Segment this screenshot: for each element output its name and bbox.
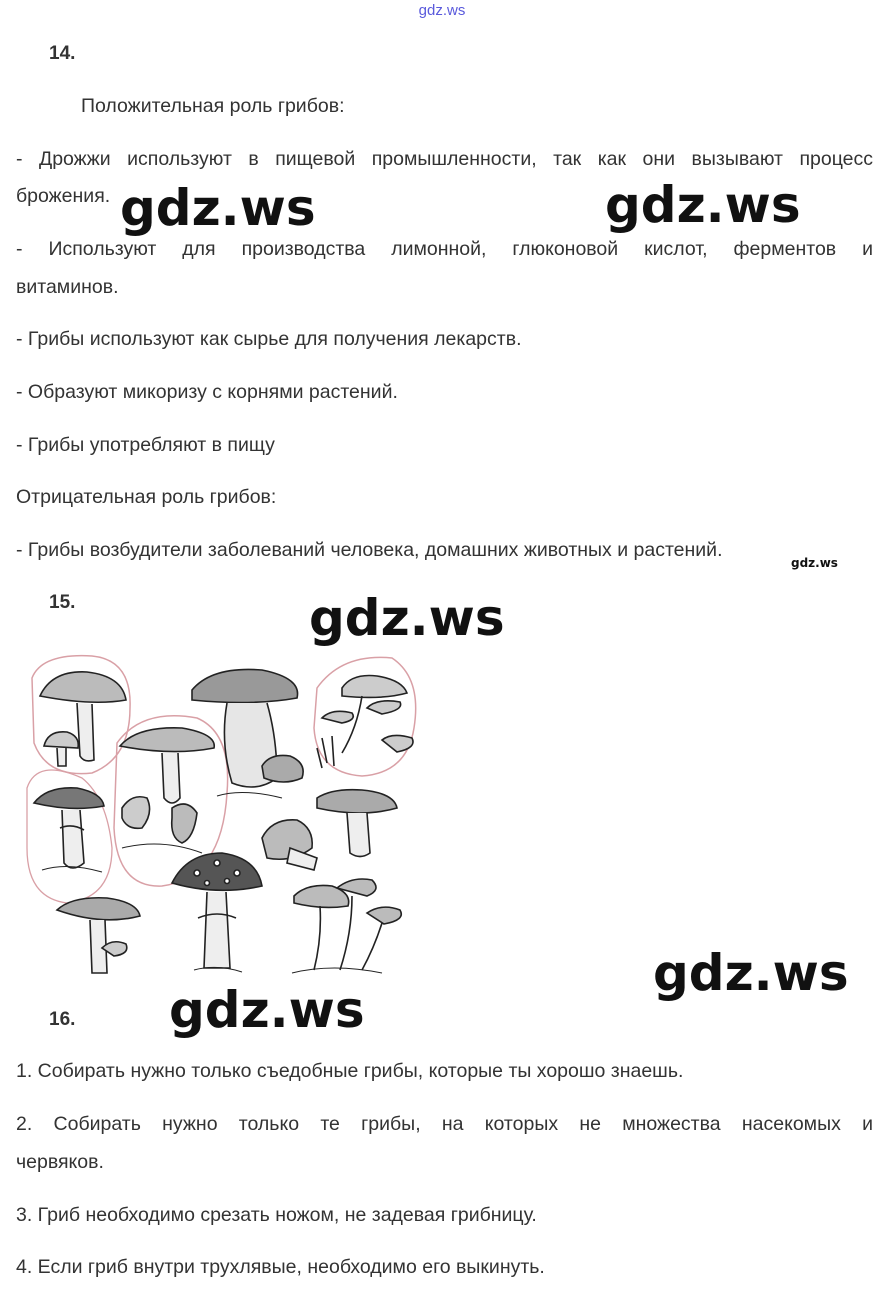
watermark-small: gdz.ws xyxy=(791,556,838,570)
mushrooms-illustration xyxy=(22,648,420,980)
watermark: gdz.ws xyxy=(653,944,849,1002)
section-16-number: 16. xyxy=(49,1009,76,1030)
watermark: gdz.ws xyxy=(120,179,316,237)
item-acids-line1: - Используют для производства лимонной, глюконовой кислот, ферментов и xyxy=(16,238,873,260)
item-diseases: - Грибы возбудители заболеваний человека, домашних животных и растений. xyxy=(16,539,723,561)
negative-heading: Отрицательная роль грибов: xyxy=(16,486,277,508)
item-acids-line2: витаминов. xyxy=(16,276,119,298)
rule-2-line1: 2. Собирать нужно только те грибы, на которых не множества насекомых и xyxy=(16,1113,873,1135)
rule-1: 1. Собирать нужно только съедобные грибы, которые ты хорошо знаешь. xyxy=(16,1060,684,1082)
item-mycorrhiza: - Образуют микоризу с корнями растений. xyxy=(16,381,398,403)
item-yeast-line1: - Дрожжи используют в пищевой промышленности, так как они вызывают процесс xyxy=(16,148,873,170)
positive-heading: Положительная роль грибов: xyxy=(81,95,345,117)
watermark: gdz.ws xyxy=(605,176,801,234)
section-15-number: 15. xyxy=(49,592,76,613)
section-14-number: 14. xyxy=(49,43,76,64)
item-yeast-line2: брожения. xyxy=(16,185,111,207)
rule-3: 3. Гриб необходимо срезать ножом, не задевая грибницу. xyxy=(16,1204,537,1226)
rule-2-line2: червяков. xyxy=(16,1151,104,1173)
item-food: - Грибы употребляют в пищу xyxy=(16,434,275,456)
watermark: gdz.ws xyxy=(169,981,365,1039)
item-medicine: - Грибы используют как сырье для получения лекарств. xyxy=(16,328,522,350)
site-link[interactable]: gdz.ws xyxy=(418,2,466,19)
watermark: gdz.ws xyxy=(309,589,505,647)
rule-4: 4. Если гриб внутри трухлявые, необходимо его выкинуть. xyxy=(16,1256,545,1278)
